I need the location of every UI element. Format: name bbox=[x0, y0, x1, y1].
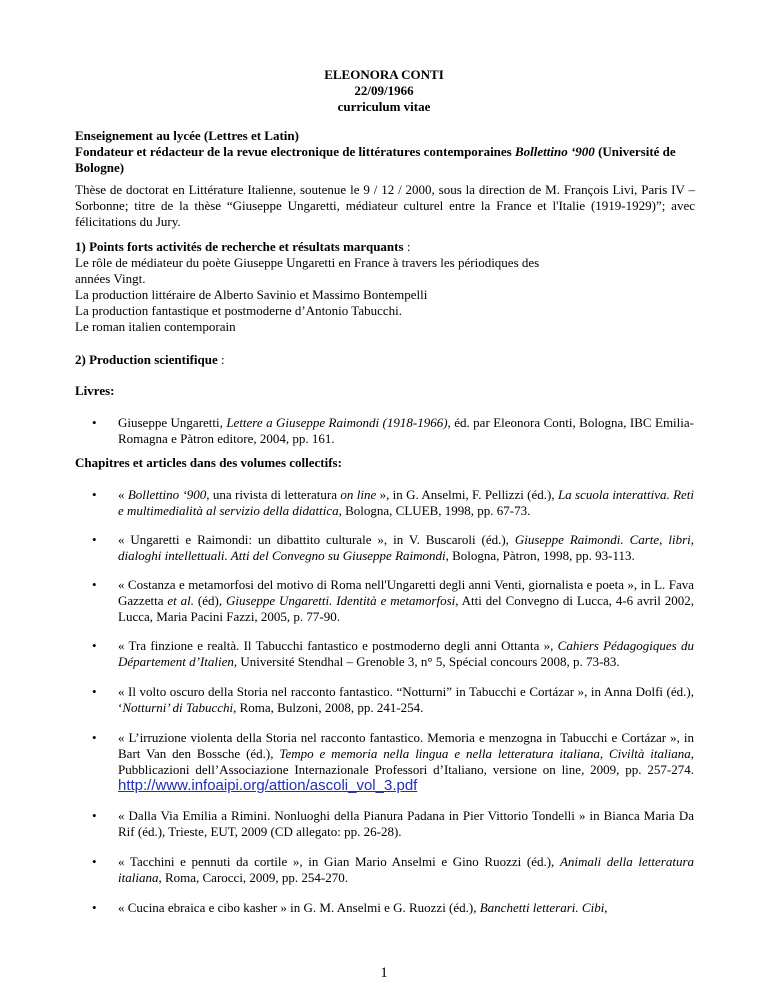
bullet: • bbox=[92, 415, 97, 430]
research-section bbox=[75, 239, 695, 335]
book-entry bbox=[118, 415, 694, 447]
production-heading bbox=[75, 352, 695, 368]
text-span: 1) Points forts activités de recherche et résultats marquants bbox=[75, 239, 404, 254]
bullet: • bbox=[92, 684, 97, 699]
author-name: ELEONORA CONTI bbox=[324, 67, 444, 82]
text-span: Giuseppe Ungaretti, bbox=[118, 415, 227, 430]
bullet: • bbox=[92, 532, 97, 547]
chapter-entry bbox=[118, 487, 694, 519]
chapter-entry bbox=[118, 808, 694, 840]
research-line: années Vingt. bbox=[75, 271, 146, 286]
bullet: • bbox=[92, 577, 97, 592]
text-span: », in G. Anselmi, F. Pellizzi (éd.), bbox=[376, 487, 558, 502]
text-span: Lettere a Giuseppe Raimondi (1918-1966) bbox=[226, 415, 448, 430]
chapter-entry bbox=[118, 532, 694, 564]
text-span: on line bbox=[340, 487, 377, 502]
research-line: Le rôle de médiateur du poète Giuseppe Ungaretti en France à travers les périodiques des bbox=[75, 255, 540, 270]
birth-date: 22/09/1966 bbox=[354, 83, 414, 98]
books-heading: Livres: bbox=[75, 383, 115, 398]
research-line: La production littéraire de Alberto Savinio et Massimo Bontempelli bbox=[75, 287, 428, 302]
thesis-paragraph: Thèse de doctorat en Littérature Italienne, soutenue le 9 / 12 / 2000, sous la direction de M. François Livi, Paris IV – Sorbonne; titre de la thèse “Giuseppe Ungaretti, médiateur culturel entre la France et l'Italie (1919-1929)”; avec félicitations du Jury. bbox=[75, 182, 695, 229]
text-span: , Bologna, Pàtron, 1998, pp. 93-113. bbox=[445, 548, 635, 563]
chapter-entry bbox=[118, 900, 694, 916]
text-span: : bbox=[217, 352, 225, 367]
chapter-entry bbox=[118, 684, 694, 716]
bullet: • bbox=[92, 487, 97, 502]
text-span: Bollettino ‘900 bbox=[515, 144, 595, 159]
chapter-entry bbox=[118, 577, 694, 625]
roles-block bbox=[75, 128, 695, 176]
bullet: • bbox=[92, 730, 97, 745]
role-teaching: Enseignement au lycée (Lettres et Latin) bbox=[75, 128, 299, 143]
text-span: , Pubblicazioni dell’Associazione Internazionale Professori d’Italiano, versione on line, 2009, pp. 257-274. bbox=[118, 746, 694, 777]
bullet: • bbox=[92, 900, 97, 915]
text-span: Cahiers Pédagogiques du Département d’Italien bbox=[118, 638, 694, 669]
text-span: (éd), bbox=[194, 593, 227, 608]
text-span: « Tra finzione e realtà. Il Tabucchi fantastico e postmoderno degli anni Ottanta », bbox=[118, 638, 558, 653]
text-span: « L’irruzione violenta della Storia nel racconto fantastico. Memoria e menzogna in Tabucchi e Cortázar », in Bart Van den Bossche (éd.), bbox=[118, 730, 694, 761]
text-span: « Il volto oscuro della Storia nel racconto fantastico. “Notturni” in Tabucchi e Cortázar », in Anna Dolfi (éd.), ‘ bbox=[118, 684, 694, 715]
text-span: « Costanza e metamorfosi del motivo di Roma nell'Ungaretti degli anni Venti, giornalista e poeta », in L. Fava Gazzetta bbox=[118, 577, 694, 608]
chapter-entry bbox=[118, 854, 694, 886]
chapters-heading: Chapitres et articles dans des volumes collectifs: bbox=[75, 455, 342, 470]
text-span: 2) Production scientifique bbox=[75, 352, 218, 367]
text-span: , Université Stendhal – Grenoble 3, n° 5, Spécial concours 2008, p. 73-83. bbox=[233, 654, 620, 669]
text-span: Banchetti letterari. Cibi, bbox=[479, 900, 608, 915]
text-span: « Cucina ebraica e cibo kasher » in G. M. Anselmi e G. Ruozzi (éd.), bbox=[118, 900, 480, 915]
cv-header bbox=[0, 67, 768, 115]
research-line: Le roman italien contemporain bbox=[75, 319, 236, 334]
text-span: (Université de Bologne) bbox=[75, 144, 676, 175]
text-span: , Atti del Convegno di Lucca, 4-6 avril 2002, Lucca, Maria Pacini Fazzi, 2005, p. 77-90. bbox=[118, 593, 695, 624]
text-span: , Bologna, CLUEB, 1998, pp. 67-73. bbox=[338, 503, 531, 518]
text-span: Fondateur et rédacteur de la revue electronique de littératures contemporaines bbox=[75, 144, 515, 159]
text-span: Giuseppe Ungaretti. Identità e metamorfosi bbox=[226, 593, 456, 608]
text-span: La scuola interattiva. Reti e multimedialità al servizio della didattica bbox=[118, 487, 695, 518]
bullet: • bbox=[92, 638, 97, 653]
page-number: 1 bbox=[380, 965, 388, 981]
text-span: « Tacchini e pennuti da cortile », in Gian Mario Anselmi e Gino Ruozzi (éd.), bbox=[118, 854, 560, 869]
text-span: , éd. par Eleonora Conti, Bologna, IBC Emilia-Romagna e Pàtron editore, 2004, pp. 161. bbox=[118, 415, 694, 446]
text-span: : bbox=[403, 239, 411, 254]
text-span: , Roma, Carocci, 2009, pp. 254-270. bbox=[158, 870, 349, 885]
text-span: et al. bbox=[167, 593, 195, 608]
document-subtitle: curriculum vitae bbox=[337, 99, 431, 114]
text-span: Tempo e memoria nella lingua e nella letteratura italiana, Civiltà italiana bbox=[279, 746, 691, 761]
text-span: Bollettino ‘900, bbox=[127, 487, 210, 502]
text-span: una rivista di letteratura bbox=[209, 487, 341, 502]
research-line: La production fantastique et postmoderne d’Antonio Tabucchi. bbox=[75, 303, 403, 318]
text-span: « Dalla Via Emilia a Rimini. Nonluoghi della Pianura Padana in Pier Vittorio Tondelli » in Bianca Maria Da Rif (éd.), Trieste, EUT, 2009 (CD allegato: pp. 26-28). bbox=[118, 808, 694, 839]
text-span: Notturni’ di Tabucchi bbox=[122, 700, 234, 715]
chapter-entry bbox=[118, 638, 694, 670]
chapter-entry bbox=[118, 730, 694, 794]
pdf-link[interactable]: http://www.infoaipi.org/attion/ascoli_vol_3.pdf bbox=[118, 777, 418, 794]
text-span: « Ungaretti e Raimondi: un dibattito culturale », in V. Buscaroli (éd.), bbox=[118, 532, 515, 547]
text-span: , Roma, Bulzoni, 2008, pp. 241-254. bbox=[233, 700, 424, 715]
role-editor bbox=[75, 144, 695, 176]
bullet: • bbox=[92, 808, 97, 823]
text-span: Animali della letteratura italiana bbox=[118, 854, 694, 885]
research-heading bbox=[75, 239, 695, 255]
bullet: • bbox=[92, 854, 97, 869]
text-span: Giuseppe Raimondi. Carte, libri, dialoghi intellettuali. Atti del Convegno su Giuseppe Raimondi bbox=[118, 532, 694, 563]
text-span: « bbox=[118, 487, 128, 502]
